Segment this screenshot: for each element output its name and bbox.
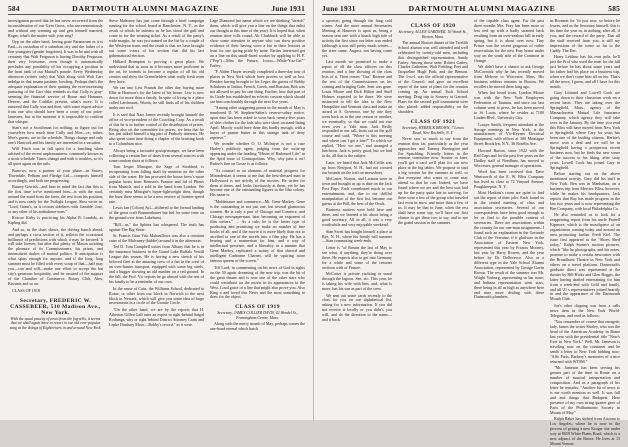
paragraph: in Bronson for 'fit just now, so before he leaves, and as the Secretary himself, this is his time the year in, in nothing, after all, if you, and the reward of the party. That all the stuff received from you, is still my impressions of the scene so far to the Caddy. The Dec. [550,18,620,53]
paragraph: "F. Alden Thayer recently completed a three-day tour of places in New York which have proven so well as lost. Besides having brought to his Leges the guests of Bobby Schuberts in Italian, French, Greek, and Russian, Bob was not allowed to pay for one thing. Further, how that part of its Grade has established an eclectic custom which should see him comfortably through the next five years. [210,69,305,104]
paragraph: Letter is "of Rossin the last of May to see what, if anything, they're doing over there. He expects also to get into Germany for a while and some of the remoter sections with of Frunze. [322,244,392,270]
column-3 [474,19,544,421]
paragraph: We didn't have a chance to ask George McCormick why he has recently moved from Melrose to Worcester, Mass. His business address remains in Boston. We recollect he moved there long ago. [474,64,544,89]
paragraph: Harry Leblanc has his own pole, he'll just the Prof who used the term for the hill just before he has about some years and his father had his place on a business trip, when we don't come him all on his. That's all the news, I guess, and all I have for this month. [550,54,620,89]
class-secretary: Secretary, HERRICK BROWN, 7 Lenox Road, New Rochelle, N. Y. [402,125,464,135]
paragraph: Steve Mahoney has just come through a brief campaign running for the school board at Ranchester, N. Y., as the result of which he informs us he has stood the gaff and come in for the winning ticket. As a result of the party's wide margin, he was just named on the list by a couple of the Wesleyan team, and the result is that we have brought out some voters of his section that did his last gubernatorial election. [109,18,204,58]
paragraph: Stan Swett has bought himself a place at Rye, N. H., where his family will summer—Stan commuting week-ends. [322,228,392,244]
text-columns [322,18,620,447]
paragraph: The annual Boston dinner of the Twelfth School alumni was well attended and well celebrated by twenty-odd men, including that distinguished representation, Sandy Farley. Among those seen: Robert Carley, Charles Catherine, Walt Fielding, Peet and Jacqueline Hugh Park, and the Benson. The 1-to-1 was the official representative of the Council, and gave an excellent report of the state of plans for the reunion coming up. An annual Tuck School meeting. Drug trip to Scenery at Garrard. Plans for the second golf tournament were also placed: added responsibility on the shoulders [398,39,468,115]
paragraph: Joe's other clipping was from a calls news item in the New York World-Telegram, and read as follows: [550,302,620,318]
paragraph: "On the other hand, we are by the reports that H. Atherton Gillen Gall rates an expert in right-behind Saigal Rodtangs, why or right behind District Attorney Crain and Lepke Danbury Moor—Bobby's record," as it were. [109,306,204,327]
paragraph: It is said that Nate James recently brought himself the office of vice-president of the Coaching Corp. As a result of this he is in further control of the distribution of prizes. Being also on the committee for prizes, we hear that he has just talked himself a big part of Peabody interests. He also spent some time doing a chapter of the bruising book to a Columbian nice. [109,111,204,147]
paragraph: Later, we heard that Jack McCrillis was up from Newport, N. H., had not crossed our bounds on the trail on snowshoes. [322,159,392,175]
paragraph: Loutye Smith, frequent attendant at the Savage meetings in New York, is the manufacturer of Vic-Keynes Electrical Equipment, with offices at 300 Montague Street Brooklyn, N.Y., 36 Roselin Ave. [474,121,544,147]
paragraph: a sportset; going through the long cold winter. And the more annual Secretaries Meeting at Hanover is upon us, being a season sent one with a knack high tide of activity the first since our letter was ended (although it was still pretty much winter—the sixer same, August, not having come yet. [322,18,392,58]
paragraph: Business matters were held here and there, and we learned a bit about being a good secretary. All in all, it was a very worthwhile and very enjoyable weekend. [322,207,392,228]
left-page [0,0,314,420]
class-heading: CLASS OF 1920 [410,23,456,29]
column-4 [550,18,620,447]
paragraph: Gyp on the other hand, having gone Paramount as it is Paul—is custodian of a suburban city and the father of a fine youngster (gender forgotten). It was to be and with all certainty that Walt Ferguson is having Dorothy Ferguson, then very lovesome, even though it automatically precludes any possibility of his occupying a position in the front rank of our Mutual's parade. Every Wednesday afternoon (winter only) that Walt along with Walt Carr indulge in that insane pastime, bowling. Perhaps that's the adequate explanation of their quitting the ever-increasing pasturing of the Carr chin reminds us that Cully is gray-seeming the financial service of Byrne and Hammer, Denver, and the Cadillac present, what's more. It is rumored that Cully was and then, with some expert advice from one who should have been a crony of our prize-laureates, but at the moment it is impossible to confirm that whisper. [8,39,103,124]
paragraph: We wonder whether O. O. McIntyre is not a case Harley's publicity agent, judging from the write-up appearing under the heading "Mister of Barbeued Life" in the April issue of Cosmopolitan. Why, why pass it on? Rufort's fine on Gosse is as follows: [210,141,305,167]
paragraph: Word has been received that Dave Wentworth of the E. W. Bliss Company has lived as close to 72 Vinyard Avenue, Poughkeepsie, N. Y. [474,169,544,189]
paragraph: Burney Gerrish—and bear in mind the fact that this is the first time we've mentioned him—is with the road, around the maid from the farm, the rest from his position, and is now ready for the Twilight League. Shea wrote in: "Lord, Grant's, as it crosses sidelines with Gamble, Jose, or any other of his ambulance-men." [8,184,103,214]
issue-date: June 1931 [271,4,305,13]
column-2 [109,19,204,421]
paragraph: Most Haskins's room are quiet to find out the report of their jobs. Each found us in the central meeting of class and association secretaries. Several of our correspondents have been good enough to let us find to the possible content of secretaries. There are associations within the country for our one-man assignments. I found such an explanation in the Gertrude Club of the Vervaine, if it glad-one in the Association of Eastern New York, represented this year by Francis Mooney, last year by Harry Rowen, and the year before by Dr. Dellevecce. Also at a different type in the Yale School Alumni Association, represented by George Gavin Brown. The result of the summer was Mr. Wright Vorburg, representing us bar none; and Indiana representation went stars, there being in all as high as anywhere here and nine more dealing with these Dartmouth plumbers. [474,190,544,300]
paragraph: Always being a favourite gossip-monger, we have been collecting a certain line of dates from several sources with some random shots at follows: [109,147,204,163]
paragraph: CLASS OF 1918 [12,287,40,293]
paragraph: Tiff Lord, in commenting on his news of Gad in rights on the 50 again, dreaming of the new trip, was the hit of the great dinner and is now one of the other stars who could contribute on the movie in its appearances to the West. Loud grace of a line that might also prove you. Also King a and loved this News and the most something to draw for the object. [210,264,305,300]
paragraph: Along with the merry month of May, perhaps comes the one-bond eternal which hatch [210,321,305,332]
column-1 [8,19,103,421]
paragraph: "Moldenaure and commerce—Mr. Gene Markey. Gene is the outstanding in not just one, but several glamorous women. He is only a part of Chicago and Comerce, and Chicago newspaperman, later becoming an exponent of film writers." … As a rule, he is the better type of producing and promising we make no number of fine books of all, and if the movie it is more likely than not to ascribed to one of the novels into a film play. He has a bearing and a mannerism for him, and a way of intellectual presence, and a liberality in a manner that Gene Markey, replicated a notary of that shrewd and intelligent Carbonne Charnet, will be squiring more famous queens of the screen." [210,198,305,264]
page-number: 585 [608,4,620,13]
paragraph: In the sense of Coin, the Williams School, dedicated to Rome, or other from our block in Norwich to the next block in Newark, which will give you some idea of large investments in a circle of the Granite Circle. [109,285,204,306]
paragraph: When last heard from, Lyndon Moore was with the New York Employees Federation of Taunton, and since our last column went to press, he has been moved to St. Louis, where he resides at 7100 Linden Blvd., University City. [474,90,544,121]
paragraph: Never saw so much to say from the reunion thus far, particularly as the year approaches and Tommy Barrington and Joe Spaulding. Friendly letters to the reunion committee now. Sooner or later, you'll get a card we'll plan for our new place at the big tables. We propose to start a big session for the summer as well, so that everyone who wants to come may attend so that he can. Indeed, we have found where we are and the best was laid up for the party quite late in arriving, for there were a few of the group who traveled fast even in snow and more than a few of us. It may be that in June, when the rest shall have some say, we'll have our first chance to get these two to say, and to see the grand session in the summer. [398,135,468,225]
class-secretary: Secretary, ALLEN GARDNER, 10 Worth St., Boston, Mass. [398,30,468,39]
paragraph: Before starting out on the above mentioned activity, Gary did his stuff in New York. Ben was in Manhattan, on a business trip from Mercier. Bliss, however, while he makes his headquarters, Jack reports that Ray has made progress in the last two years and is now representing the Bee Company, with local Philadelphia Co. [550,171,620,211]
class-heading: CLASS OF 1921 [410,118,456,125]
paragraph: We ran into Lew Pounds the other day buying more Elbe at Harrison's for the latest of his house. Lew is now down for more than a family. In spite of living in a place called Larchmont, Woods, he still finds all of his children under one roof. [109,85,204,111]
magazine-title: DARTMOUTH ALUMNI MAGAZINE [408,4,556,13]
paragraph: investigation proved that he has never recovered from the inconsideration of our Gym Gross, who unceremoniously and without any warning up and gets himself married, Roger, what's the matter with your ring? [8,18,103,38]
paragraph: St. Francis Gian Vito Mahasillows was also a constant cater of the Mulvaney (kiddie) around it in the afternoon. [109,233,204,244]
class-heading: Secretary, FREDERIC W. CASSEBEER, 510 Madison Ave., New York. [10,297,101,316]
class-secretary: With the usual paucity of news from the fog-tells, it seems that we shall again have to resort to our old ever-popular song at the doings of Eighteeners in and around New York. [9,316,102,330]
paragraph: McCarter, Norton, and Larmon were in town and brought us up to date on the Jack Post Pops. Each contributed much to our entertainment, and, due to our skillful manipulation of the first list, became our guests at the Bill, the best of the Ovals. [322,176,392,206]
issue-date: June 1931 [322,4,356,13]
right-page [314,0,628,447]
paragraph: Lewis Ian (Colton) Ayl—slithered to the formal landing of the great craft Brunnenhauer but hid for some time on the ground over from Lakehurst. [109,205,204,221]
magazine-title: DARTMOUTH ALUMNI MAGAZINE [72,4,219,13]
paragraph: And so, as the chart shows, the driving bunch ahead, and perhaps a cross section of it, reflects the occasional brilliance of predictions with which it may be favored. It will take forever, but after that plenty of Mason awaiting the pleasure of its Commissioners, his prizes, and intermittent dashes of mutual politics. If anticipation is what spurs enough for anyone, and if the long, long summer must be filled with every scrap of that—half may you—can and will—make one effort to accept the bat city's generous hospitality, and be assured of the support of the Chamber of Commerce. Rotary Club, Alex, Kiwanis and so on. [8,226,103,287]
paragraph: Burrows, now a partner of your phase—in Stacey, Thivisdale, Pelham and Fliedge Ltd.—comports himself accordingly, and both are progressing. [8,167,103,183]
paragraph: We sent out some cards recently to the class for you on our alphabetical list, asking for a new information. If you did not receive it locally or you didn't, you will, and do the direction to the name—and it back. [322,292,392,323]
paragraph: Roscoe Kirby is practicing his Alpha Pi Lambda, as Kipling did. [8,215,103,226]
paragraph: Gary Littrand and Lowell Cook are going down to their classroom work on a recent basis. They are taking over the Springfield, Mass., agency of the Massachusetts Mutual Life Insurance Company, which agency they will take over in the January. By the time you read this Bliss will have moved from New York to Springfield, where Cary for years has been one of the leading citizens. Herbie's move won a deal and we will be in Springfield having a prosperous recent business now, but he finds the new scene of the success to his liking, after sixty years. Lowell Cook has joined Cary in Springfield. [550,90,620,170]
text-columns [8,19,305,421]
column-3 [210,19,305,421]
paragraph: "Bill—us," the Sphinx has whispered. The truth has against The Big Sister. [109,221,204,232]
paragraph: Ralph Baker has shifted from Arizona to Los Angeles, where he is now in the process of getting a new Kroger site under way at 8659 White Plains Road, which is a new adjunct of the Bronx. He lives at 15 Mount Vernon. [550,416,620,447]
column-1 [322,19,392,421]
class-secretary: Secretary, JAMES COLLIER DAVIS, 42 Wendel St., Framingham Centre, Mass. [217,311,298,321]
paragraph: Ted D. Tom Campbell writes from Albany that he is in the insurance business in the Grand Lake Buffalo Vestill League this season. He is having a new stretch of his beloved fleet at the amazing crew of a fan in the crest of an over-hunter transport, equipped with some big steels, and a bugger showing an old number on a red ground. In the fall, the Prof. Vic reports he go abroad with the rest of his family to be a reminder of our own. [109,244,204,285]
paragraph: Tom Jesper Minogue, the Sage of Stoddard, is recuperating from falling shaft by mention on the other side of the water. He has procured the house brew's more popular boats from Remsen's Panaire and lid of Plinus from Munich, and a sold in the band from London. We certainly miss Minogue's hyper-lightweight then, though the buzz there seems to be a new reserve of frontier-speed rate. [109,164,204,204]
running-head [322,4,620,15]
paragraph: "As counsel to an alumnus of material progress for Mirandesitan it seems to me that the best-dressed man in Hollywood is not strictly of the movies. He writes for them at times, and looks facetiously at them, yet he has become one of the outstanding figures in the film colony. His name is: [210,167,305,198]
page-number: 584 [8,4,20,13]
paragraph: He also reminded us to look for a reappearing report from his uncle Parnell Kipmore, which is the mouthpiece of an organization coming today and around an area promoting further Fredi Kiel. The issue first appeared as the "Shoes Shed today," Ralph Stoner's suction pictures, which "like he photographs, and his notes, promise to make a certain newcomer with the Broadhurst Theatre in New York and others on a travel platform. Dartmouth's graduate direct was represented at the theater by Bill Hicks and Glen Boggis, the latter having drafted entertaining for him from a week-end with Gold and family, and all '21 s representatives joined heartily in and the appearance of the Dartmouth Mouth Club. [550,212,620,302]
paragraph: McCarter is private yachting as usual through the lagoon. See, etc. This year, he is taking his wife with him, and, what is more, has his son as part of the crew. [322,271,392,292]
column-2 [398,19,468,421]
paragraph: "You remember of course that energetic lady, James the writer Shirley, who was the head of the American Academy in Rome last year with the presidential title "New's Ever in New York." Well, Mr. Jameson is traveling now on the continent and he sends a letter to New York bidding now: "Alfo Paris, Barbery's memories of a nice returned with WTSM." [550,319,620,364]
paragraph: Stan's not a Scotchman for nothing, so figure out for yourselves how much time Cully and Moe—or, rather, Moe's guests, are in the schedule. Things change and only one's Hancock and his family are interested in a vacation. [8,125,103,145]
paragraph: "Among other staggering points in the month of May is numbered D. W. Stephen-Salter's reverse-salary notice, upon date has been asked to wear back twenty-five years of shirt clothes for the lads who were short on stand-lining April. Moody could have done this hardly enough, with a bayer of peanut butter in this strange tank of deny reprieve." [210,105,305,140]
paragraph: Last month we promised to make a report of all the class officers on this reunion, and a fine showing of the class lists of it. Then comes "Gas" Rozene and the rest of the Commissioners on his coming and bringing Gale. Sent was gone. Louis Moore and Dick Hilton and Stuff Holmes expected to be there. We were instructed to tell the idea to the New Hampshire and Vermont class and make an award at S. Governor, one by one they went back as to the one reason or another, we eventually, so that we could not rise even over a Yale man. Jack Reilly responded to our call, from out on the golf course and said, "Where is this meeting and where can I get a bite?" To which we replied, "How we one," and arranged a luncheon. Jack is pretty good, but we had to do, all that is the subject. [322,59,392,159]
paragraph: Howard Burton, since 1922 with the Red Caps and for the past five years on the Dudley staff of Needham, has moved to Worcester, general manager of operations. [474,147,544,168]
paragraph: Hilliard Brampton is proving a great place. We understand that as soon as it becomes more proficient in the art, he intends to become a regular of all his old cronies and show the Greenfielders what really fresh team they have. [109,59,204,84]
paragraph: Lage Diamond (no name which we are thinking "stretch" them, which will give you a line on the things that enlist our thought at this time of the year). It is hoped that, when reunion time rolls round, Ab Chubbuck will be able to show some attention to anyone who can show positive evidence of their having worn a hat in their lectures at least for one spring pride by none. Parties interested get on a line on this small-fisted worker by applying to H. F. ("Pep")—Miss the Future, 1oooo—While-You-Get"" Farley. [210,18,305,68]
paragraph: of the capable class agent. For the past three months Mrs. Fray has been more or less tied up with a badly strained back resulting from an over-zealous fall in early spring, but it is about over now. Tiny Prince was the recent gorgeous of rather reservations for the new Fray home under way on the south side of the Common in Orange. [474,18,544,63]
class-heading: CLASS OF 1919 [235,304,280,311]
running-head [8,4,305,15]
paragraph: "Mr. Jameson has been serving his greater part of the time in Rome on a number of musical interpretation and composition. And as a paragraph of his letter he remarks: "Another bit of news to is me worth mention as well. It was full and and things that Budapest. Here presence of my own string quartet gave of Paris of the Philharmonic Society in Mount of May." [550,365,620,415]
paragraph: Will Finch was in full spirit for a lunching when advised of the recent unpleasantness, commonly known as a stock schedule. Times change and with it troubles, so it's all quiet again on the rails. [8,146,103,167]
